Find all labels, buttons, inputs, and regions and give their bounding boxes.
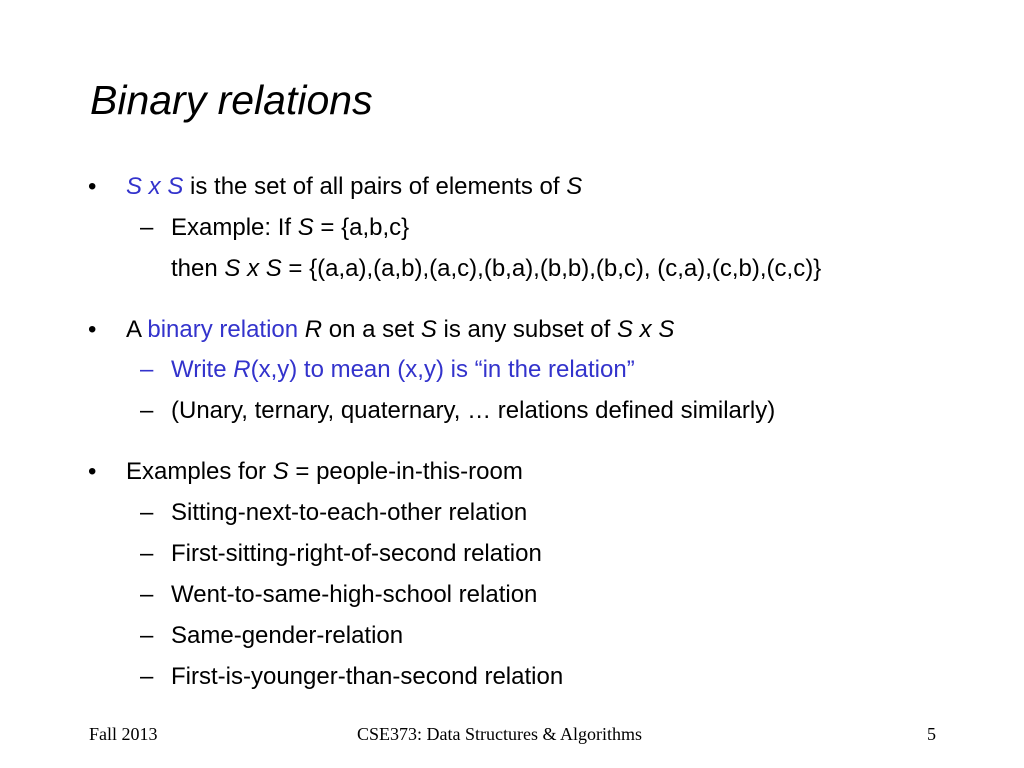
dash-marker: – [140, 581, 154, 608]
dash-marker: – [140, 356, 154, 383]
text-run: = {a,b,c} [313, 214, 410, 241]
dash-marker: – [140, 499, 154, 526]
text-run: is the set of all pairs of elements of [183, 173, 567, 200]
example-relation-item: First-sitting-right-of-second relation [171, 540, 542, 567]
example-relation-item: Sitting-next-to-each-other relation [171, 499, 528, 526]
bullet-1-example [171, 213, 409, 243]
text-run: Examples for [126, 458, 273, 485]
text-run: then [171, 255, 225, 282]
footer-course: CSE373: Data Structures & Algorithms [357, 724, 642, 744]
bullet-1-example-continuation [171, 254, 821, 284]
text-run: on a set [322, 316, 421, 343]
bullet-2-unary-note: (Unary, ternary, quaternary, … relations defined similarly) [171, 397, 776, 424]
text-run: = {(a,a),(a,b),(a,c),(b,a),(b,b),(b,c), (c,a),(c,b),(c,c)} [281, 255, 822, 282]
times-symbol: x [142, 173, 168, 200]
dash-marker: – [140, 214, 154, 241]
dash-marker: – [140, 663, 154, 690]
example-relation-item: Same-gender-relation [171, 622, 404, 649]
bullet-2-text [126, 315, 674, 345]
bullet-marker: • [88, 173, 97, 200]
example-relation-item: Went-to-same-high-school relation [171, 581, 538, 608]
set-symbol: S [420, 316, 437, 343]
times-symbol: x [240, 255, 266, 282]
footer-date: Fall 2013 [89, 724, 158, 744]
binary-relation-term: binary relation [147, 316, 299, 343]
text-run: is any subset of [436, 316, 617, 343]
set-symbol: S [297, 214, 314, 241]
relation-symbol: R [304, 316, 323, 343]
bullet-1-text [126, 172, 582, 202]
set-symbol: S [126, 173, 143, 200]
bullet-2-write-note [171, 355, 635, 385]
dash-marker: – [140, 622, 154, 649]
bullet-3-text [126, 457, 523, 487]
set-symbol: S [616, 316, 633, 343]
times-symbol: x [632, 316, 659, 343]
text-run [298, 316, 305, 343]
text-run: Write [171, 356, 234, 383]
set-symbol: S [224, 255, 241, 282]
relation-symbol: R [233, 356, 251, 383]
text-run: A [126, 316, 148, 343]
text-run: Example: If [171, 214, 298, 241]
set-symbol: S [272, 458, 289, 485]
set-symbol: S [265, 255, 282, 282]
bullet-marker: • [88, 316, 97, 343]
text-run: (x,y) to mean (x,y) is “in the relation” [250, 356, 635, 383]
text-run: = people-in-this-room [288, 458, 523, 485]
slide-title: Binary relations [90, 77, 373, 123]
set-symbol: S [167, 173, 184, 200]
example-relation-item: First-is-younger-than-second relation [171, 663, 564, 690]
footer-page-number: 5 [927, 724, 936, 744]
bullet-marker: • [88, 458, 97, 485]
dash-marker: – [140, 540, 154, 567]
set-symbol: S [658, 316, 675, 343]
set-symbol: S [566, 173, 583, 200]
cartesian-product-term [126, 173, 183, 200]
dash-marker: – [140, 397, 154, 424]
